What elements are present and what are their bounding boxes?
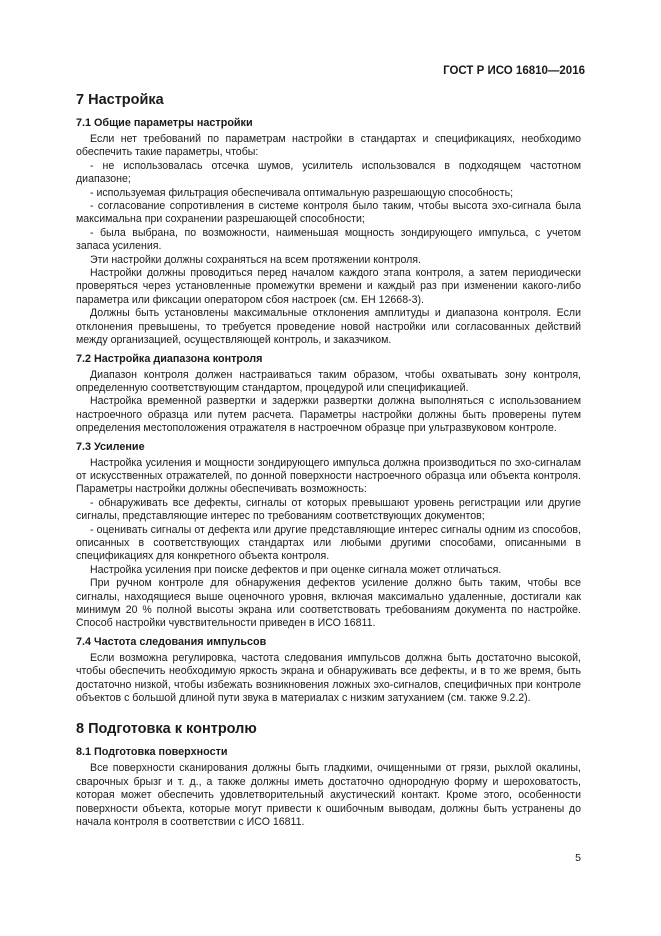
subsection-7-1-title: 7.1 Общие параметры настройки xyxy=(76,117,253,129)
section-spacer xyxy=(76,705,581,719)
section-8-title: 8 Подготовка к контролю xyxy=(76,721,257,738)
list-item: - оценивать сигналы от дефекта или другие представляющие интерес сигналы одним из способов, описанных в соответствующих стандартах или любыми другими способами, описанными в спецификациях для конкретного объекта контроля. xyxy=(76,523,581,563)
subsection-8-1-title: 8.1 Подготовка поверхности xyxy=(76,746,228,759)
standard-header: ГОСТ Р ИСО 16810—2016 xyxy=(443,65,585,77)
subsection-7-4-title: 7.4 Частота следования импульсов xyxy=(76,635,267,648)
list-item: - согласование сопротивления в системе контроля было таким, чтобы высота эхо-сигнала была максимальна при сохранении разрешающей способности; xyxy=(76,200,581,226)
paragraph: Диапазон контроля должен настраиваться таким образом, чтобы охватывать зону контроля, определенную соответствующим стандартом, процедурой или спецификацией. xyxy=(76,368,581,394)
paragraph: Настройка временной развертки и задержки развертки должна выполняться с использованием настроечного образца или путем расчета. Параметры настройки должны быть проверены путем определения местоположения отражателя в настроечном образце при ультразвуковом контроле. xyxy=(76,395,581,435)
paragraph: Все поверхности сканирования должны быть гладкими, очищенными от грязи, рыхлой окалины, сварочных брызг и т. д., а также должны иметь достаточно однородную форму и шероховатость, которая может обеспечить удовлетворительный акустический контакт. Кроме этого, особенности поверхности объекта, которые могут привести к ошибочным выводам, должны быть устранены до начала контроля в соответствии с ИСО 16811. xyxy=(76,762,581,829)
section-7-title: 7 Настройка xyxy=(76,92,164,108)
document-body xyxy=(76,90,581,829)
paragraph: Настройка усиления и мощности зондирующего импульса должна производиться по эхо-сигналам от искусственных отражателей, по донной поверхности настроечного образца или объекта контроля. Параметры настройки должны обеспечивать возможность: xyxy=(76,456,581,496)
paragraph: Должны быть установлены максимальные отклонения амплитуды и диапазона контроля. Если отклонения превышены, то требуется проведение новой настройки или согласованных действий между организацией, осуществляющей контроль, и заказчиком. xyxy=(76,307,581,347)
list-item: - используемая фильтрация обеспечивала оптимальную разрешающую способность; xyxy=(90,186,514,199)
paragraph: Эти настройки должны сохраняться на всем протяжении контроля. xyxy=(90,253,421,266)
paragraph: Настройки должны проводиться перед началом каждого этапа контроля, а затем периодически проверяться через установленные промежутки времени и каждый раз при изменении какого-либо параметра или фиксации оператором сбоя настроек (см. ЕН 12668-3). xyxy=(76,267,581,306)
list-item: - обнаруживать все дефекты, сигналы от которых превышают уровень регистрации или другие сигналы, представляющие интерес по требованиям соответствующих документов; xyxy=(76,496,581,523)
page-number: 5 xyxy=(575,852,581,864)
paragraph: Если возможна регулировка, частота следования импульсов должна быть достаточно высокой, чтобы обеспечить необходимую яркость экрана и обнаруживать все дефекты, и в то же время, быть достаточно низкой, чтобы избежать возникновения ложных эхо-сигналов, специфичных при контроле объектов с большой длиной пути звука в материалах с низким затуханием (см. также 9.2.2). xyxy=(76,651,581,705)
list-item: - была выбрана, по возможности, наименьшая мощность зондирующего импульса, с учетом запаса усиления. xyxy=(76,226,581,253)
paragraph: При ручном контроле для обнаружения дефектов усиление должно быть таким, чтобы все сигналы, находящиеся выше оценочного уровня, включая максимально удаленные, достигали как минимум 20 % полной высоты экрана или соответствовать требованиям документа по настройке. Способ настройки чувствительности приведен в ИСО 16811. xyxy=(76,577,581,630)
subsection-7-2-title: 7.2 Настройка диапазона контроля xyxy=(76,352,263,365)
subsection-7-3-title: 7.3 Усиление xyxy=(76,440,145,453)
list-item: - не использовалась отсечка шумов, усилитель использовался в подходящем частотном диапазоне; xyxy=(76,159,581,186)
paragraph: Если нет требований по параметрам настройки в стандартах и спецификациях, необходимо обеспечить такие параметры, чтобы: xyxy=(76,133,581,159)
paragraph: Настройка усиления при поиске дефектов и при оценке сигнала может отличаться. xyxy=(90,563,502,576)
